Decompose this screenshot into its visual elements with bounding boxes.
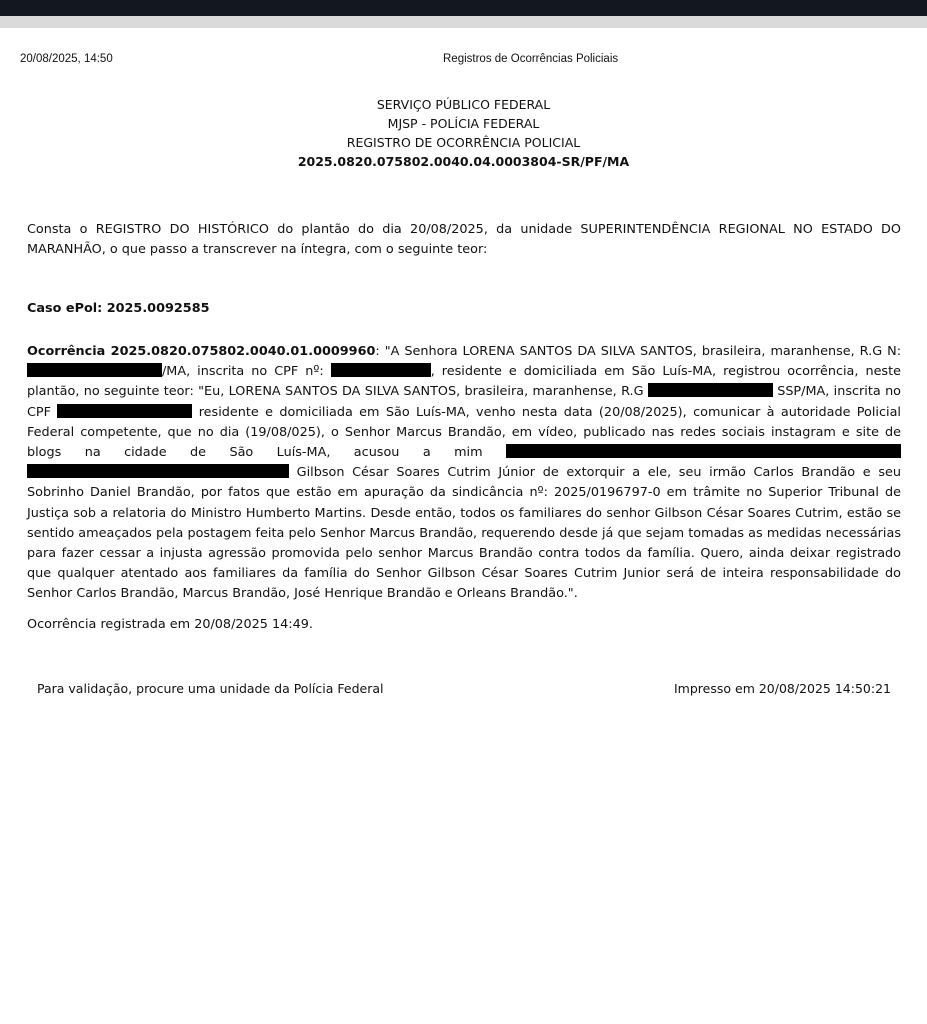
registered-line: Ocorrência registrada em 20/08/2025 14:49. [27, 617, 313, 632]
occurrence-text-5: residente e domiciliada em São Luís-MA, venho nesta data (20/08/2025), comunicar à autoridade Policial Federal competente, que no dia (19/08/025), o Senhor Marcus Brandão, em vídeo, publicado nas redes sociais instagram e site de blogs na cidade de São Luís-MA, acusou a mim [27, 404, 901, 461]
intro-paragraph: Consta o REGISTRO DO HISTÓRICO do plantão do dia 20/08/2025, da unidade SUPERINTENDÊNCIA REGIONAL NO ESTADO DO MARANHÃO, o que passo a transcrever na íntegra, com o seguinte teor: [27, 222, 901, 258]
top-status-bar [0, 0, 927, 16]
occurrence-text-6: Gilbson César Soares Cutrim Júnior de extorquir a ele, seu irmão Carlos Brandão e seu Sobrinho Daniel Brandão, por fatos que estão em apuração da sindicância nº: 2025/0196797-0 em trâmite no Superior Tribunal de Justiça sob a relatoria do Ministro Humberto Martins. Desde então, todos os familiares do senhor Gilbson César Soares Cutrim, estão se sentido ameaçados pela postagem feita pelo Senhor Marcus Brandão, requerendo desde já que sejam tomadas as medidas necessárias para fazer cessar a injusta agressão promovida pelo senhor Marcus Brandão contra todos da família. Quero, ainda deixar registrado que qualquer atentado aos familiares da família do Senhor Gilbson César Soares Cutrim Junior será de inteira responsabilidade do Senhor Carlos Brandão, Marcus Brandão, José Henrique Brandão e Orleans Brandão.". [27, 465, 901, 602]
occurrence-text-1: : "A Senhora LORENA SANTOS DA SILVA SANTOS, brasileira, maranhense, R.G N: [375, 344, 902, 359]
occurrence-text-2: /MA, inscrita no CPF nº: [162, 364, 331, 380]
redaction-bar [57, 404, 192, 418]
redaction-bar [648, 383, 773, 397]
caso-epol: Caso ePol: 2025.0092585 [27, 301, 210, 316]
heading-line-3: REGISTRO DE OCORRÊNCIA POLICIAL [346, 135, 581, 150]
redaction-bar [27, 363, 162, 377]
validation-note: Para validação, procure uma unidade da Polícia Federal [37, 681, 384, 696]
redaction-bar [331, 363, 431, 377]
occurrence-text-4: SSP/MA, inscrita no CPF [27, 384, 902, 420]
printed-at: Impresso em 20/08/2025 14:50:21 [674, 681, 891, 696]
redaction-bar [506, 444, 901, 458]
heading-line-1: SERVIÇO PÚBLICO FEDERAL [376, 97, 551, 112]
top-divider [0, 16, 927, 28]
heading-line-2: MJSP - POLÍCIA FEDERAL [387, 116, 540, 131]
print-datetime: 20/08/2025, 14:50 [20, 53, 113, 65]
occurrence-text-3: , residente e domiciliada em São Luís-MA, registrou ocorrência, neste plantão, no seguinte teor: "Eu, LORENA SANTOS DA SILVA SANTOS, brasileira, maranhense, R.G [27, 364, 901, 400]
document-heading [0, 95, 927, 171]
occurrence-label: Ocorrência 2025.0820.075802.0040.01.0009960 [27, 344, 376, 359]
occurrence-paragraph [27, 342, 901, 605]
record-number: 2025.0820.075802.0040.04.0003804-SR/PF/MA [297, 154, 630, 169]
redaction-bar [27, 464, 289, 478]
print-title: Registros de Ocorrências Policiais [443, 53, 619, 65]
